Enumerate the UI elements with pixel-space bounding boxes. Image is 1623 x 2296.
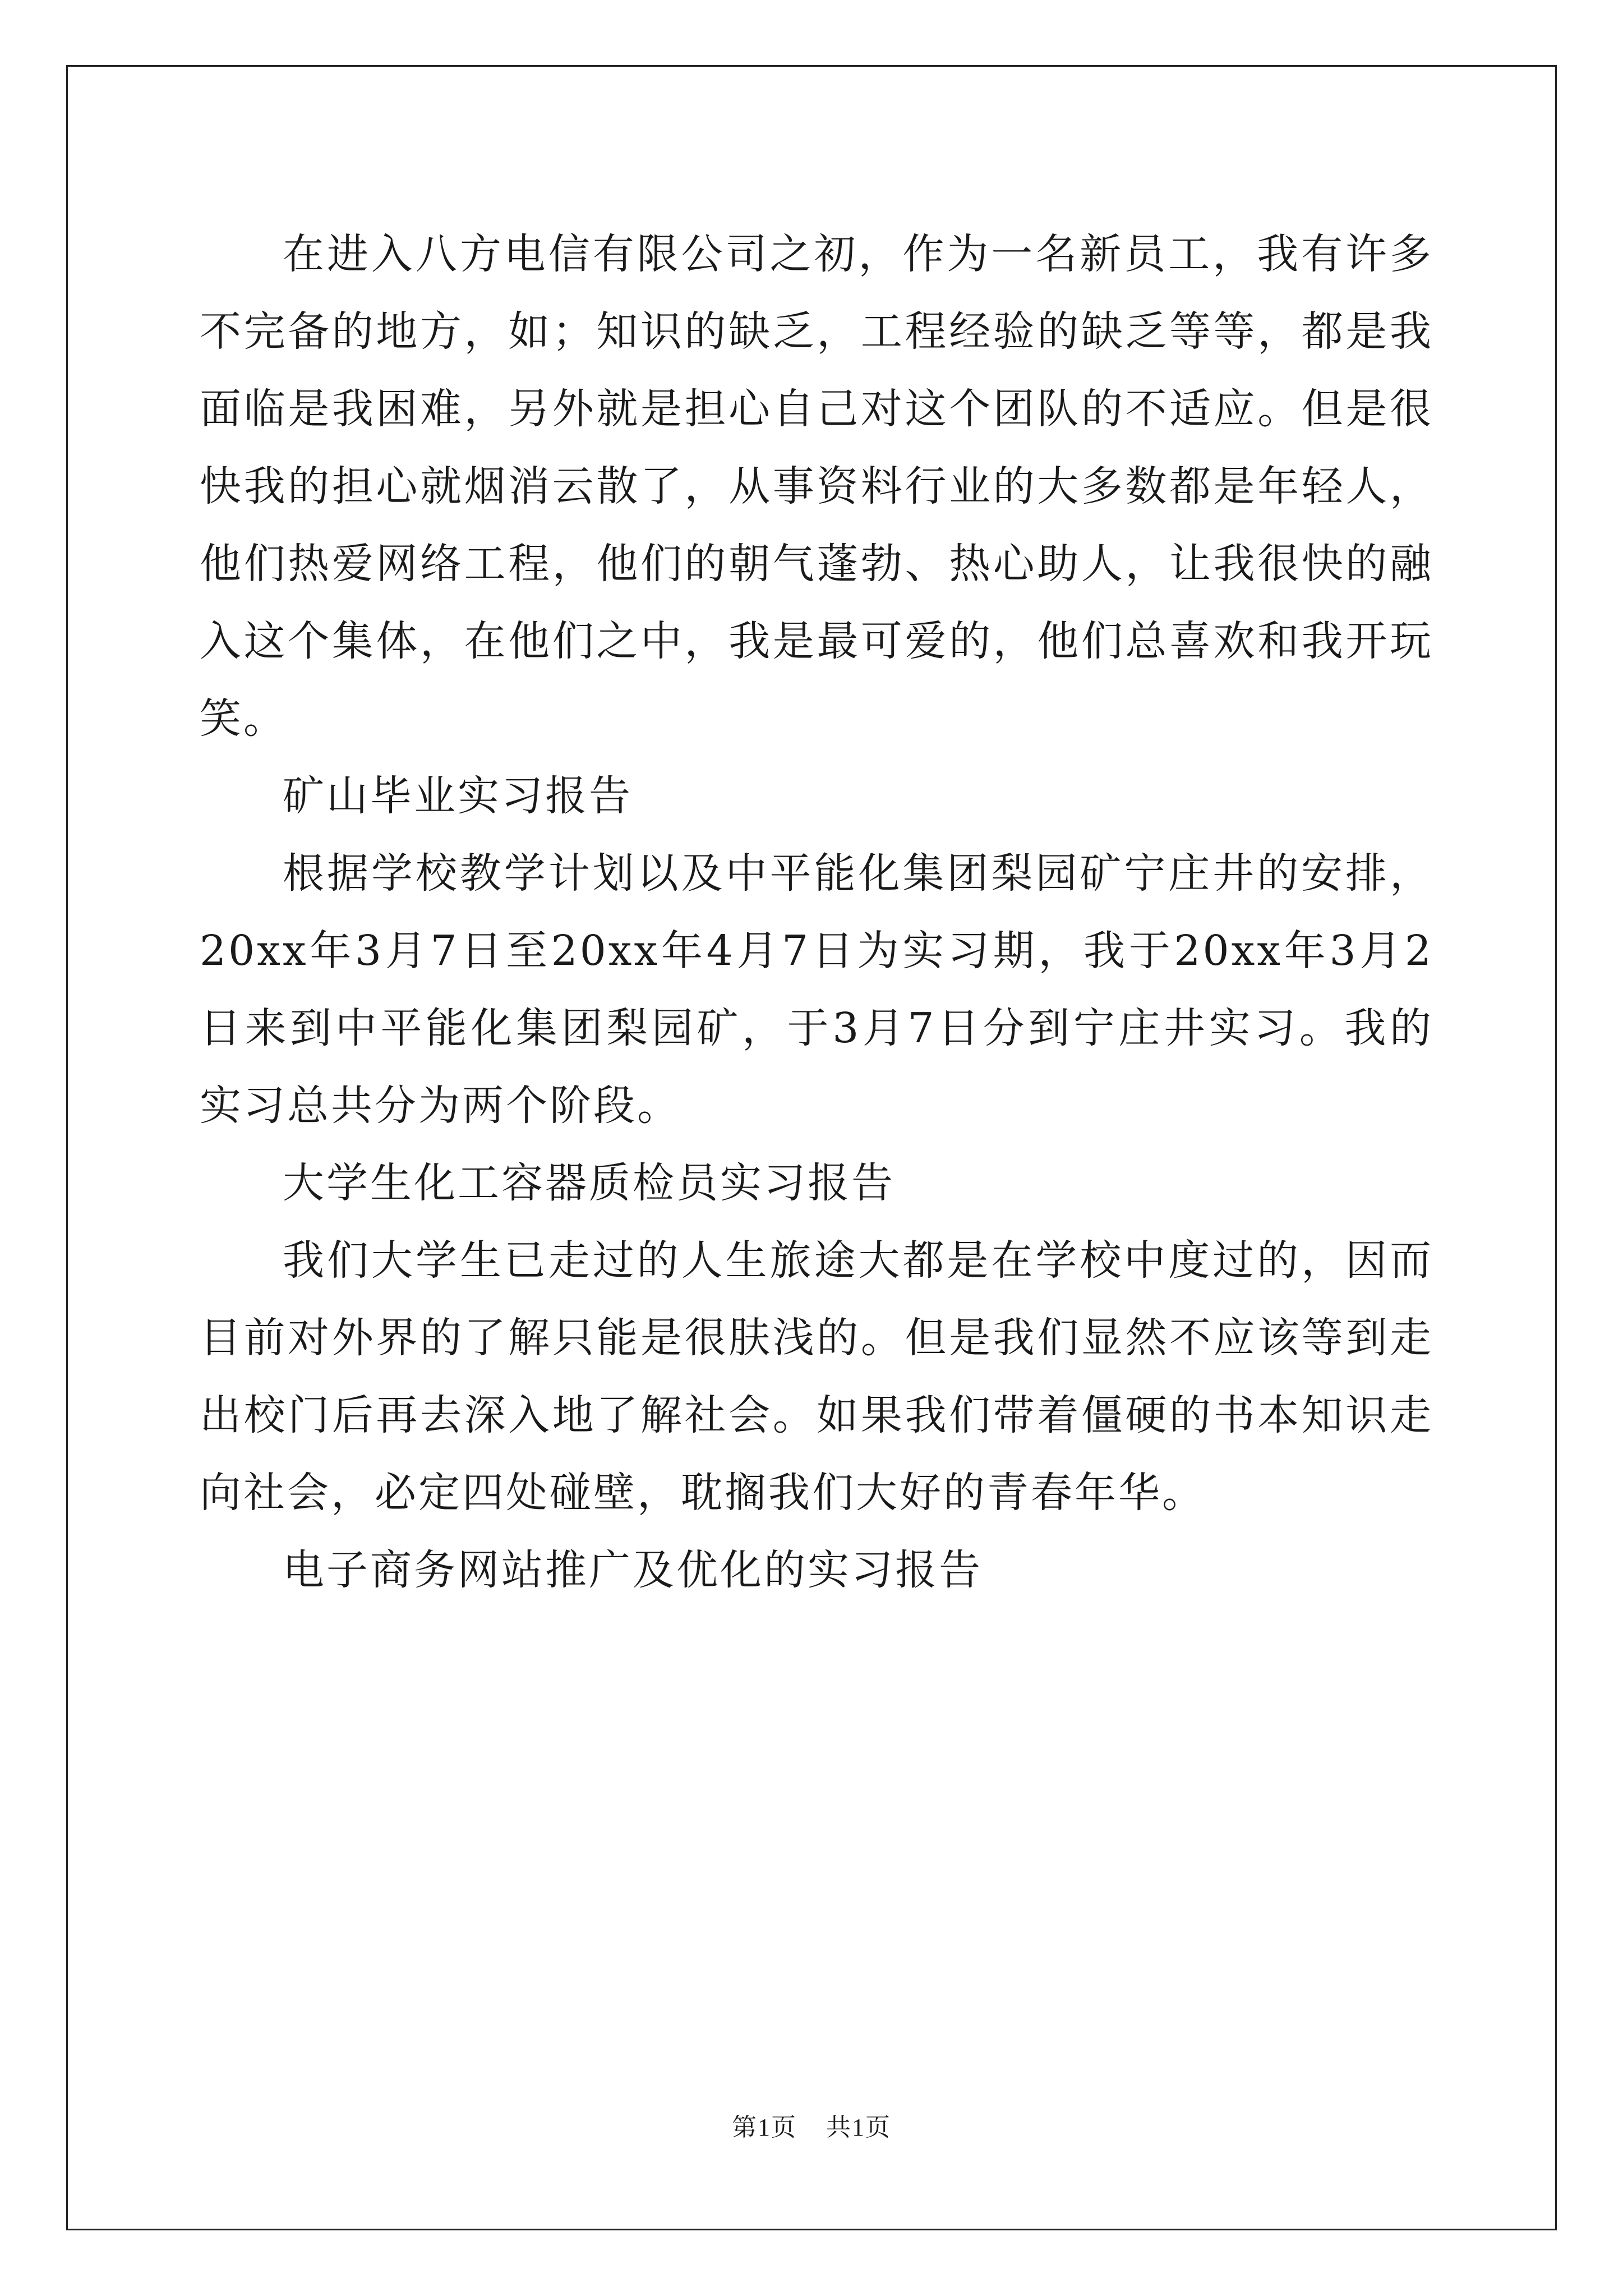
page-footer xyxy=(0,2107,1623,2143)
heading-chemical-inspector-report: 大学生化工容器质检员实习报告 xyxy=(283,1159,895,1207)
heading-ecommerce-report: 电子商务网站推广及优化的实习报告 xyxy=(283,1546,983,1594)
page-number-total: 共1页 xyxy=(826,2114,891,2141)
page-number-current: 第1页 xyxy=(732,2114,797,2141)
paragraph-2: 根据学校教学计划以及中平能化集团梨园矿宁庄井的安排，20xx年3月7日至20xx年4月7日为实习期，我于20xx年3月2日来到中平能化集团梨园矿，于3月7日分到宁庄井实习。我的实习总共分为两个阶段。 xyxy=(200,849,1433,1130)
paragraph-1: 在进入八方电信有限公司之初，作为一名新员工，我有许多不完备的地方，如；知识的缺乏，工程经验的缺乏等等，都是我面临是我困难，另外就是担心自己对这个团队的不适应。但是很快我的担心就烟消云散了，从事资料行业的大多数都是年轻人，他们热爱网络工程，他们的朝气蓬勃、热心助人，让我很快的融入这个集体，在他们之中，我是最可爱的，他们总喜欢和我开玩笑。 xyxy=(200,230,1433,743)
heading-mine-internship-report: 矿山毕业实习报告 xyxy=(283,772,633,820)
document-body xyxy=(200,215,1433,1609)
paragraph-3: 我们大学生已走过的人生旅途大都是在学校中度过的，因而目前对外界的了解只能是很肤浅的。但是我们显然不应该等到走出校门后再去深入地了解社会。如果我们带着僵硬的书本知识走向社会，必定四处碰壁，耽搁我们大好的青春年华。 xyxy=(200,1236,1433,1517)
